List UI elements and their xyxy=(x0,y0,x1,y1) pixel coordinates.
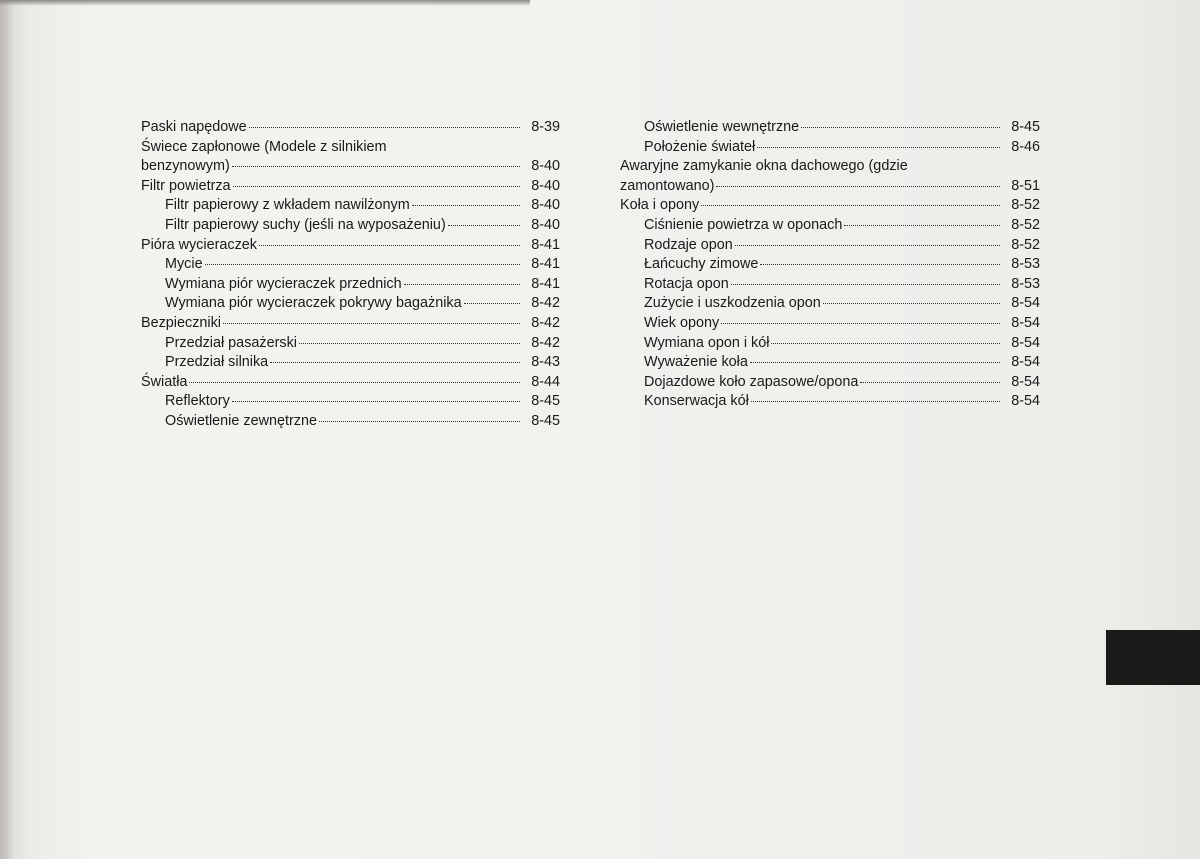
toc-entry xyxy=(141,334,560,354)
dot-leader xyxy=(716,186,1000,187)
dot-leader xyxy=(751,401,1000,402)
toc-page-number: 8-39 xyxy=(531,119,560,135)
dot-leader xyxy=(232,166,520,167)
toc-entry xyxy=(141,236,560,256)
toc-entry-label: Rodzaje opon xyxy=(644,236,733,253)
dot-leader xyxy=(189,382,520,383)
toc-page-number: 8-40 xyxy=(531,216,560,233)
toc-page-number: 8-42 xyxy=(531,334,560,351)
toc-entry-label: Przedział pasażerski xyxy=(165,334,297,351)
toc-entry-label: Filtr papierowy z wkładem nawilżonym xyxy=(165,197,410,214)
dot-leader xyxy=(860,382,1000,383)
dot-leader xyxy=(735,245,1000,246)
toc-page-number: 8-54 xyxy=(1011,354,1040,371)
toc-entry-label: Łańcuchy zimowe xyxy=(644,256,759,273)
toc-entry-label: Filtr papierowy suchy (jeśli na wyposażeniu) xyxy=(165,216,446,233)
dot-leader xyxy=(701,205,1000,206)
dot-leader xyxy=(731,284,1000,285)
toc-entry xyxy=(620,353,1040,373)
toc-entry-label: Bezpieczniki xyxy=(141,314,221,331)
toc-entry xyxy=(141,392,560,412)
dot-leader xyxy=(299,343,520,344)
toc-entry-label: Przedział silnika xyxy=(165,354,269,371)
dot-leader xyxy=(412,205,520,206)
dot-leader xyxy=(319,421,520,422)
dot-leader xyxy=(844,225,1000,226)
toc-entry xyxy=(620,236,1040,256)
toc-entry xyxy=(620,118,1040,138)
toc-entry-label: Oświetlenie zewnętrzne xyxy=(165,412,317,429)
dot-leader xyxy=(404,284,520,285)
toc-entry xyxy=(620,294,1040,314)
toc-entry-label: benzynowym) xyxy=(141,158,230,175)
toc-page-number: 8-54 xyxy=(1011,334,1040,351)
toc-page-number: 8-52 xyxy=(1011,216,1040,233)
toc-entry xyxy=(620,314,1040,334)
toc-page-number: 8-41 xyxy=(531,256,560,273)
toc-page-number: 8-53 xyxy=(1011,256,1040,273)
toc-entry xyxy=(141,373,560,393)
toc-entry-label: zamontowano) xyxy=(620,177,715,194)
toc-entry-label: Wymiana piór wycieraczek przednich xyxy=(165,275,402,292)
toc-entry-label: Konserwacja kół xyxy=(644,393,749,410)
toc-entry-label: Reflektory xyxy=(165,393,230,410)
toc-entry xyxy=(141,294,560,314)
toc-page-number: 8-40 xyxy=(531,158,560,175)
toc-entry-label: Wyważenie koła xyxy=(644,354,748,371)
toc-page-number: 8-43 xyxy=(531,354,560,371)
toc-page-number: 8-45 xyxy=(531,393,560,410)
toc-entry xyxy=(141,216,560,236)
toc-entry-label: Filtr powietrza xyxy=(141,177,231,194)
dot-leader xyxy=(233,186,520,187)
toc-entry xyxy=(141,412,560,432)
toc-column-right xyxy=(620,118,1040,412)
toc-entry-label: Położenie świateł xyxy=(644,138,756,155)
toc-entry xyxy=(141,314,560,334)
dot-leader xyxy=(801,127,1000,128)
chapter-tab-marker xyxy=(1106,630,1200,685)
dot-leader xyxy=(232,401,520,402)
toc-entry-label: Wiek opony xyxy=(644,314,720,331)
toc-entry xyxy=(620,157,1040,177)
toc-page-number: 8-54 xyxy=(1011,393,1040,410)
toc-page-number: 8-54 xyxy=(1011,295,1040,312)
dot-leader xyxy=(249,127,520,128)
toc-page-number: 8-54 xyxy=(1011,314,1040,331)
toc-entry xyxy=(620,275,1040,295)
toc-entry xyxy=(141,118,560,138)
top-edge-rule xyxy=(0,0,530,6)
toc-entry xyxy=(141,353,560,373)
toc-entry xyxy=(620,216,1040,236)
dot-leader xyxy=(757,147,1000,148)
toc-entry-label: Światła xyxy=(141,373,188,390)
dot-leader xyxy=(259,245,520,246)
toc-entry xyxy=(141,138,560,158)
toc-page-number: 8-52 xyxy=(1011,197,1040,214)
toc-entry xyxy=(620,373,1040,393)
toc-page-number: 8-42 xyxy=(531,314,560,331)
dot-leader xyxy=(270,362,520,363)
dot-leader xyxy=(721,323,1000,324)
toc-entry xyxy=(141,157,560,177)
toc-entry xyxy=(141,255,560,275)
toc-entry-label: Wymiana piór wycieraczek pokrywy bagażnika xyxy=(165,295,462,312)
toc-entry-label: Mycie xyxy=(165,256,203,273)
toc-entry xyxy=(620,334,1040,354)
toc-page-number: 8-46 xyxy=(1011,138,1040,155)
dot-leader xyxy=(750,362,1000,363)
toc-page-number: 8-40 xyxy=(531,197,560,214)
toc-entry xyxy=(141,196,560,216)
toc-page-number: 8-42 xyxy=(531,295,560,312)
toc-page-number: 8-41 xyxy=(531,275,560,292)
toc-entry-label: Paski napędowe xyxy=(141,119,247,135)
toc-entry xyxy=(620,255,1040,275)
dot-leader xyxy=(760,264,1000,265)
toc-page-number: 8-45 xyxy=(531,412,560,429)
toc-entry xyxy=(620,392,1040,412)
toc-entry xyxy=(620,196,1040,216)
dot-leader xyxy=(223,323,520,324)
toc-entry xyxy=(620,138,1040,158)
toc-entry-label: Koła i opony xyxy=(620,197,700,214)
toc-entry-label: Wymiana opon i kół xyxy=(644,334,770,351)
toc-page-number: 8-40 xyxy=(531,177,560,194)
toc-entry-label: Dojazdowe koło zapasowe/opona xyxy=(644,373,859,390)
toc-entry-label: Ciśnienie powietrza w oponach xyxy=(644,216,843,233)
toc-page-number: 8-54 xyxy=(1011,373,1040,390)
toc-entry xyxy=(620,177,1040,197)
toc-entry-label: Świece zapłonowe (Modele z silnikiem xyxy=(141,138,387,155)
toc-entry-label: Oświetlenie wewnętrzne xyxy=(644,119,800,135)
dot-leader xyxy=(464,303,520,304)
toc-entry-label: Awaryjne zamykanie okna dachowego (gdzie xyxy=(620,158,908,175)
dot-leader xyxy=(205,264,520,265)
toc-entry xyxy=(141,177,560,197)
toc-entry xyxy=(141,275,560,295)
toc-page-number: 8-44 xyxy=(531,373,560,390)
binding-shadow xyxy=(0,0,14,859)
dot-leader xyxy=(448,225,520,226)
toc-entry-label: Pióra wycieraczek xyxy=(141,236,257,253)
toc-entry-label: Zużycie i uszkodzenia opon xyxy=(644,295,821,312)
toc-page-number: 8-45 xyxy=(1011,119,1040,135)
toc-page-number: 8-52 xyxy=(1011,236,1040,253)
toc-page-number: 8-41 xyxy=(531,236,560,253)
toc-entry-label: Rotacja opon xyxy=(644,275,729,292)
dot-leader xyxy=(771,343,1000,344)
toc-column-left xyxy=(141,118,560,432)
toc-page-number: 8-51 xyxy=(1011,177,1040,194)
toc-page-number: 8-53 xyxy=(1011,275,1040,292)
dot-leader xyxy=(823,303,1000,304)
